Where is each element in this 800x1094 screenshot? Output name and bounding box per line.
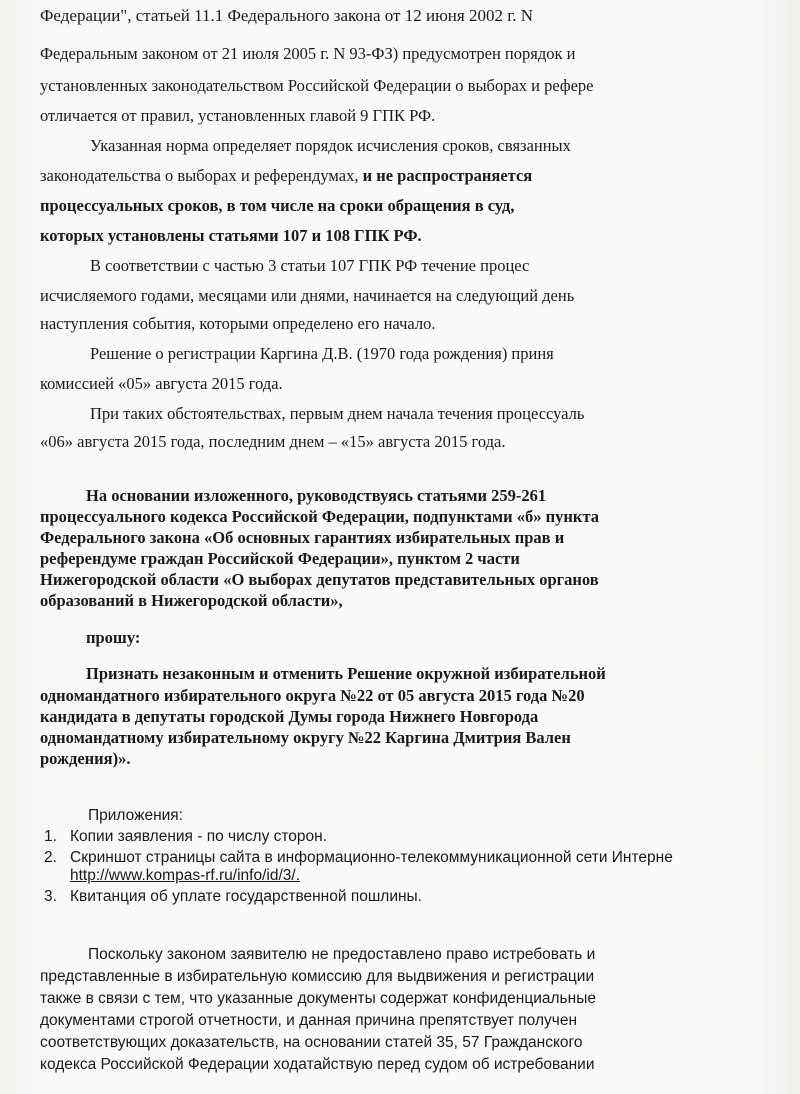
- circ-line-2: «06» августа 2015 года, последним днем – «15» августа 2015 года.: [40, 432, 506, 451]
- attachment-item: [44, 848, 673, 868]
- norm-line-2: [40, 166, 532, 186]
- attachment-text: Квитанция об уплате государственной пошлины.: [70, 888, 422, 905]
- basis-line-5: Нижегородской области «О выборах депутатов представительных органов: [40, 570, 599, 589]
- intro-line-3: установленных законодательством Российской Федерации о выборах и рефере: [40, 76, 594, 95]
- basis-line-2: процессуального кодекса Российской Федерации, подпунктами «б» пункта: [40, 507, 599, 526]
- motion-line-3: также в связи с тем, что указанные документы содержат конфиденциальные: [40, 990, 596, 1007]
- attachment-text: Скриншот страницы сайта в информационно-телекоммуникационной сети Интерне: [70, 849, 673, 866]
- attachment-number: 1.: [44, 828, 57, 845]
- norm-line-2-regular: законодательства о выборах и референдумах,: [40, 166, 363, 185]
- request-heading: прошу:: [86, 628, 141, 647]
- motion-line-1: Поскольку законом заявителю не предоставлено право истребовать и: [88, 946, 596, 963]
- attachment-item: [44, 887, 422, 907]
- decision-line-2: комиссией «05» августа 2015 года.: [40, 374, 283, 393]
- motion-line-6: кодекса Российской Федерации ходатайствую перед судом об истребовании: [40, 1056, 595, 1073]
- attachment-number: 2.: [44, 849, 57, 866]
- request-line-1: Признать незаконным и отменить Решение окружной избирательной: [86, 664, 606, 683]
- request-line-2: одномандатного избирательного округа №22 от 05 августа 2015 года №20: [40, 686, 585, 705]
- attachment-item: [44, 827, 327, 847]
- attachment-number: 3.: [44, 888, 57, 905]
- basis-line-1: На основании изложенного, руководствуясь статьями 259-261: [86, 486, 547, 505]
- basis-line-4: референдуме граждан Российской Федерации», пунктом 2 части: [40, 549, 520, 568]
- art107-line-2: исчисляемого годами, месяцами или днями, начинается на следующий день: [40, 286, 575, 305]
- basis-line-6: образований в Нижегородской области»,: [40, 591, 343, 610]
- circ-line-1: При таких обстоятельствах, первым днем начала течения процессуаль: [90, 404, 585, 423]
- art107-line-1: В соответствии с частью 3 статьи 107 ГПК РФ течение процес: [90, 256, 530, 275]
- request-line-3: кандидата в депутаты городской Думы города Нижнего Новгорода: [40, 707, 539, 726]
- motion-line-4: документами строгой отчетности, и данная причина препятствует получен: [40, 1012, 578, 1029]
- art107-line-3: наступления события, которыми определено его начало.: [40, 314, 436, 333]
- request-line-5: рождения)».: [40, 749, 131, 768]
- norm-line-2-bold: и не распространяется: [362, 166, 533, 185]
- decision-line-1: Решение о регистрации Каргина Д.В. (1970 года рождения) приня: [90, 344, 554, 363]
- basis-line-3: Федерального закона «Об основных гарантиях избирательных прав и: [40, 528, 565, 547]
- intro-line-1: Федерации", статьей 11.1 Федерального закона от 12 июня 2002 г. N: [40, 6, 534, 25]
- attachment-text: Копии заявления - по числу сторон.: [70, 828, 328, 845]
- intro-line-4: отличается от правил, установленных главой 9 ГПК РФ.: [40, 106, 436, 125]
- attachment-link[interactable]: http://www.kompas-rf.ru/info/id/3/.: [70, 867, 301, 884]
- motion-line-2: представленные в избирательную комиссию для выдвижения и регистрации: [40, 968, 595, 985]
- norm-line-1: Указанная норма определяет порядок исчисления сроков, связанных: [90, 136, 571, 155]
- motion-line-5: соответствующих доказательств, на основании статей 35, 57 Гражданского: [40, 1034, 583, 1051]
- norm-line-4: которых установлены статьями 107 и 108 ГПК РФ.: [40, 226, 422, 245]
- intro-line-2: Федеральным законом от 21 июля 2005 г. N 93-ФЗ) предусмотрен порядок и: [40, 44, 576, 63]
- norm-line-3: процессуальных сроков, в том числе на сроки обращения в суд,: [40, 196, 515, 215]
- attachments-heading: Приложения:: [88, 807, 183, 824]
- request-line-4: одномандатному избирательному округу №22 Каргина Дмитрия Вален: [40, 728, 571, 747]
